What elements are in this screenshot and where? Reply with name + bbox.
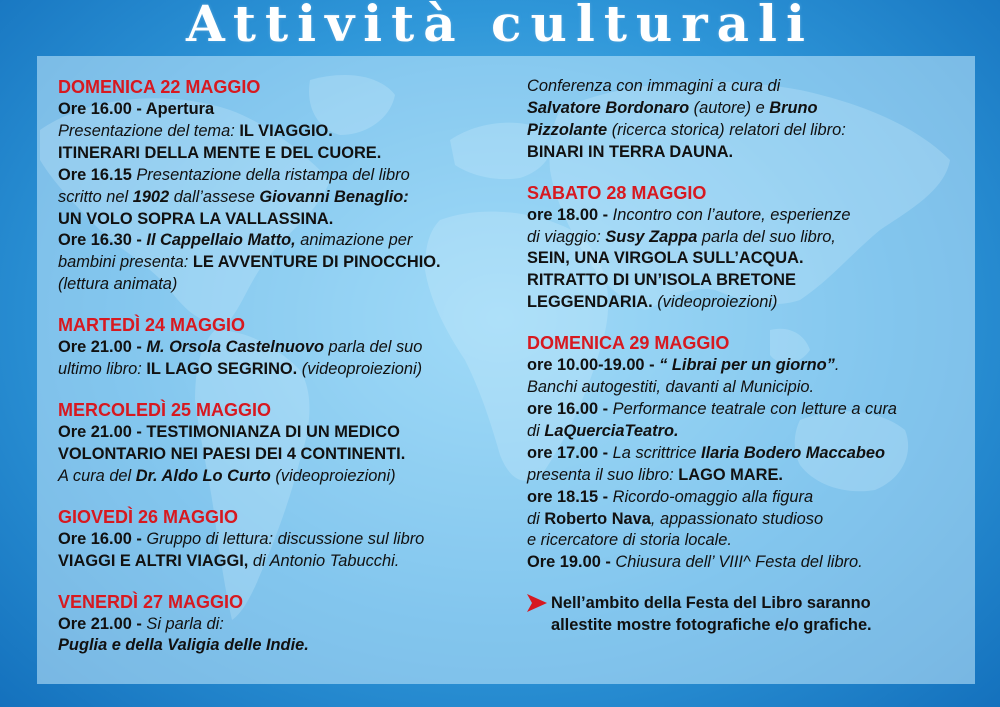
event-line	[527, 355, 967, 377]
event-text: LAGO MARE.	[678, 465, 783, 484]
event-line	[527, 487, 967, 509]
right-events	[527, 76, 967, 574]
event-text: scritto nel	[58, 187, 133, 206]
event-text: Pizzolante	[527, 120, 608, 139]
event-line	[58, 143, 508, 165]
event-line	[527, 465, 967, 487]
event-text: Ore 16.30 -	[58, 231, 147, 250]
event-line	[58, 165, 508, 187]
event-text: (ricerca storica) relatori del libro:	[607, 120, 846, 139]
event-text: ore 10.00-19.00 -	[527, 356, 660, 375]
event-text: M. Orsola Castelnuovo	[146, 338, 324, 357]
event-text: presenta il suo libro:	[527, 465, 679, 484]
event-text: Ricordo-omaggio alla figura	[612, 487, 814, 506]
event-text: bambini presenta:	[58, 253, 193, 272]
event-text: di	[527, 421, 545, 440]
arrow-right-icon	[527, 592, 551, 636]
event-line	[527, 205, 967, 227]
event-text: Presentazione della ristampa del libro	[136, 165, 410, 184]
event-text: Banchi autogestiti, davanti al Municipio.	[527, 378, 815, 397]
event-text: (autore) e	[689, 98, 770, 117]
event-text: Si parla di:	[146, 614, 224, 633]
event-text: VIAGGI E ALTRI VIAGGI,	[58, 551, 249, 570]
event-date: MARTEDÌ 24 MAGGIO	[58, 315, 246, 336]
event-text: ore 18.15 -	[527, 487, 613, 506]
event-block	[58, 399, 508, 488]
event-date: DOMENICA 29 MAGGIO	[527, 333, 730, 354]
event-line	[527, 443, 967, 465]
event-text: Ore 21.00 -	[58, 614, 147, 633]
event-text: Presentazione del tema:	[58, 121, 240, 140]
event-text: IL LAGO SEGRINO.	[146, 360, 298, 379]
event-date: MERCOLEDÌ 25 MAGGIO	[58, 399, 272, 420]
event-text: SEIN, UNA VIRGOLA SULL’ACQUA.	[527, 249, 804, 268]
note-line: allestite mostre fotografiche e/o grafiche.	[551, 616, 872, 635]
event-text: A cura del	[58, 466, 136, 485]
event-line	[527, 270, 967, 292]
event-text: , appassionato studioso	[650, 509, 824, 528]
event-text: Ore 21.00 - TESTIMONIANZA DI UN MEDICO	[58, 422, 400, 441]
event-line	[58, 252, 508, 274]
event-text: ore 17.00 -	[527, 443, 613, 462]
exhibition-note	[527, 592, 967, 636]
event-line	[58, 529, 508, 551]
event-line	[527, 142, 967, 164]
event-text: Il Cappellaio Matto,	[146, 231, 296, 250]
event-date: SABATO 28 MAGGIO	[527, 182, 707, 203]
event-text: Conferenza con immagini a cura di	[527, 77, 781, 95]
event-text: Salvatore Bordonaro	[527, 98, 690, 117]
event-line	[58, 121, 508, 143]
event-text: (videoproiezioni)	[652, 293, 778, 312]
event-text: di Antonio Tabucchi.	[248, 551, 400, 570]
event-text: ore 16.00 -	[527, 399, 613, 418]
event-line	[527, 120, 967, 142]
event-text: Susy Zappa	[605, 227, 698, 246]
event-text: ITINERARI DELLA MENTE E DEL CUORE.	[58, 143, 382, 162]
right-column	[527, 76, 967, 636]
event-block	[527, 182, 967, 315]
event-block	[58, 76, 508, 296]
event-text: LEGGENDARIA.	[527, 293, 653, 312]
event-line	[58, 209, 508, 231]
event-text: (videoproiezioni)	[297, 360, 423, 379]
event-text: Incontro con l’autore, esperienze	[612, 205, 851, 224]
event-text: BINARI IN TERRA DAUNA.	[527, 142, 734, 161]
event-date: GIOVEDÌ 26 MAGGIO	[58, 506, 239, 527]
program-panel	[37, 56, 975, 684]
event-text: parla del suo	[324, 338, 423, 357]
event-text: Ilaria Bodero Maccabeo	[701, 443, 886, 462]
event-line	[58, 359, 508, 381]
event-date: DOMENICA 22 MAGGIO	[58, 77, 261, 97]
event-text: Giovanni Benaglio:	[259, 187, 409, 206]
event-date: VENERDÌ 27 MAGGIO	[58, 591, 244, 612]
event-line	[58, 444, 508, 466]
event-text: UN VOLO SOPRA LA VALLASSINA.	[58, 209, 334, 228]
event-text: parla del suo libro,	[697, 227, 836, 246]
event-text: Performance teatrale con letture a cura	[612, 399, 897, 418]
event-text: ultimo libro:	[58, 360, 147, 379]
event-line	[527, 530, 967, 552]
event-text: Gruppo di lettura: discussione sul libro	[146, 529, 425, 548]
event-text: 1902	[132, 187, 170, 206]
event-line	[527, 377, 967, 399]
note-line: Nell’ambito della Festa del Libro saranno	[551, 594, 871, 613]
event-text: ore 18.00 -	[527, 205, 613, 224]
event-text: Ore 19.00 -	[527, 553, 616, 572]
event-block	[527, 332, 967, 574]
event-text: VOLONTARIO NEI PAESI DEI 4 CONTINENTI.	[58, 444, 406, 463]
event-text: Dr. Aldo Lo Curto	[135, 466, 271, 485]
event-line	[58, 274, 508, 296]
event-line	[527, 98, 967, 120]
event-text: .	[834, 356, 840, 375]
event-line	[527, 509, 967, 531]
event-line	[527, 292, 967, 314]
event-line	[58, 337, 508, 359]
event-line	[527, 76, 967, 98]
event-line	[58, 99, 508, 121]
event-line	[58, 551, 508, 573]
note-text	[551, 592, 872, 636]
event-text: LaQuerciaTeatro.	[544, 421, 679, 440]
event-text: LE AVVENTURE DI PINOCCHIO.	[192, 253, 441, 272]
event-text: (lettura animata)	[58, 275, 178, 294]
event-line	[527, 552, 967, 574]
event-text: IL VIAGGIO.	[239, 121, 333, 140]
event-text: “ Librai per un giorno”	[659, 356, 835, 375]
event-text: Ore 16.15	[58, 165, 137, 184]
event-block	[58, 591, 508, 658]
event-line	[527, 248, 967, 270]
event-text: (videoproiezioni)	[270, 466, 396, 485]
event-text: dall’assese	[169, 187, 260, 206]
event-text: La scrittrice	[612, 443, 702, 462]
left-column	[58, 76, 508, 675]
event-line	[58, 614, 508, 636]
event-block	[58, 506, 508, 573]
page-title: Attività culturali	[185, 0, 814, 53]
event-text: Roberto Nava	[544, 509, 651, 528]
event-block	[527, 76, 967, 164]
event-line	[527, 399, 967, 421]
event-text: Ore 16.00 - Apertura	[58, 100, 215, 118]
event-text: e ricercatore di storia locale.	[527, 531, 732, 550]
event-line	[58, 230, 508, 252]
event-text: RITRATTO DI UN’ISOLA BRETONE	[527, 271, 796, 290]
event-line	[527, 421, 967, 443]
event-line	[58, 635, 508, 657]
event-line	[527, 227, 967, 249]
event-text: Bruno	[769, 98, 818, 117]
event-block	[58, 314, 508, 381]
event-text: di	[527, 509, 545, 528]
event-line	[58, 187, 508, 209]
event-text: Ore 21.00 -	[58, 338, 147, 357]
event-text: di viaggio:	[527, 227, 606, 246]
event-line	[58, 422, 508, 444]
event-text: Chiusura dell’ VIII^ Festa del libro.	[615, 553, 863, 572]
event-line	[58, 466, 508, 488]
event-text: Puglia e della Valigia delle Indie.	[58, 636, 309, 655]
event-text: animazione per	[295, 231, 413, 250]
event-text: Ore 16.00 -	[58, 529, 147, 548]
